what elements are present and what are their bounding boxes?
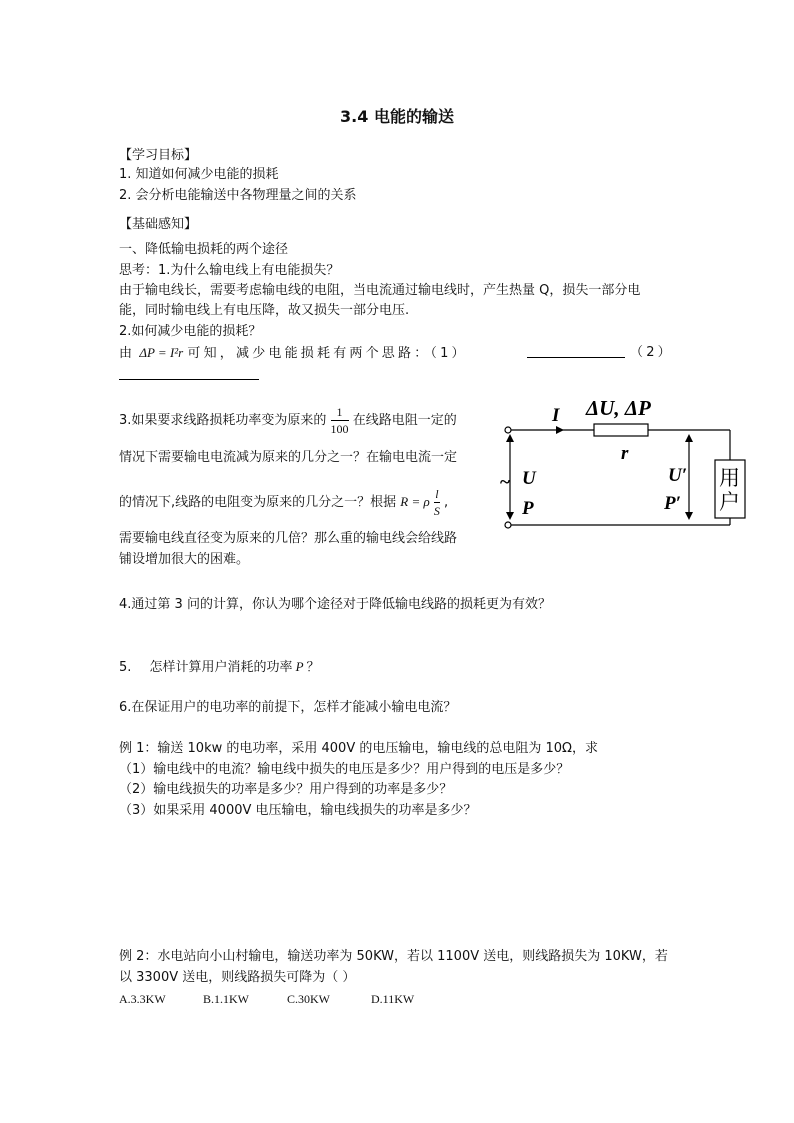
resistance-formula: R = ρ: [400, 494, 430, 509]
answer-1-line: 能，同时输电线上有电压降，故又损失一部分电压.: [119, 303, 410, 318]
q3-text: 的情况下,线路的电阻变为原来的几分之一？根据: [119, 495, 397, 510]
question-5-number: 5.: [119, 660, 132, 675]
answer-blank-1[interactable]: [527, 357, 625, 358]
user-label-bottom: 户: [719, 490, 740, 514]
question-5: [119, 660, 320, 674]
option-a: A.3.3KW: [119, 992, 166, 1006]
goals-header: 【学习目标】: [119, 148, 198, 163]
question-4: 4.通过第 3 问的计算，你认为哪个途径对于降低输电线路的损耗更为有效？: [119, 597, 551, 612]
loss-label: ΔU, ΔP: [586, 396, 651, 420]
q2-suffix: 可知，减少电能损耗有两个思路：（1）: [187, 346, 468, 361]
goal-item: 1. 知道如何减少电能的损耗: [119, 167, 279, 182]
question-3-line: 情况下需要输电电流减为原来的几分之一？在输电电流一定: [119, 450, 458, 465]
answer-1-line: 由于输电线长，需要考虑输电线的电阻，当电流通过输电线时，产生热量 Q，损失一部分电: [119, 283, 641, 298]
question-6: 6.在保证用户的电功率的前提下，怎样才能减小输电电流？: [119, 700, 457, 715]
user-power-label: P′: [664, 493, 681, 514]
example-1-subquestion: （3）如果采用 4000V 电压输电，输电线损失的功率是多少？: [119, 803, 477, 818]
resistance-label: r: [621, 443, 629, 464]
voltage-arrow-down: [506, 512, 514, 520]
fraction-denominator: S: [433, 504, 440, 518]
basics-header: 【基础感知】: [119, 217, 198, 232]
ac-source-symbol: ~: [500, 472, 510, 493]
current-label: I: [552, 405, 560, 426]
example-2-line: 例 2：水电站向小山村输电，输送功率为 50KW，若以 1100V 送电，则线路损失为 10KW，若: [119, 949, 668, 964]
q2-mark-2: （2）: [630, 345, 674, 360]
page-title: 3.4 电能的输送: [340, 107, 454, 126]
question-3-line: 铺设增加很大的困难。: [119, 552, 250, 567]
q3-text: ,: [444, 495, 449, 510]
user-arrow-up: [685, 434, 693, 442]
question-5-variable: P: [295, 659, 304, 674]
fraction-denominator: 100: [330, 422, 349, 436]
question-3-line: [119, 406, 457, 435]
q3-text: 在线路电阻一定的: [352, 413, 457, 428]
example-1-subquestion: （2）输电线损失的功率是多少？用户得到的功率是多少？: [119, 782, 453, 797]
question-2: 2.如何减少电能的损耗？: [119, 324, 262, 339]
resistor-symbol: [594, 424, 648, 436]
fraction-one-hundredth: [331, 406, 349, 435]
current-arrow: [556, 426, 564, 434]
example-1-subquestion: （1）输电线中的电流？输电线中损失的电压是多少？用户得到的电压是多少？: [119, 762, 570, 777]
fraction-numerator: l: [435, 487, 439, 501]
answer-blank-2[interactable]: [119, 379, 259, 380]
transmission-circuit-diagram: [490, 390, 750, 540]
formula-fraction: [434, 488, 440, 517]
voltage-arrow-up: [506, 434, 514, 442]
source-voltage-label: U: [522, 468, 536, 489]
example-1-intro: 例 1：输送 10kw 的电功率，采用 400V 的电压输电，输电线的总电阻为 10Ω，求: [119, 741, 598, 756]
terminal-bottom: [505, 522, 511, 528]
question-3-line: [119, 488, 448, 517]
user-label-top: 用: [719, 466, 740, 490]
question-2-line: [119, 346, 468, 360]
example-2-line: 以 3300V 送电，则线路损失可降为（ ）: [119, 970, 356, 985]
q2-prefix: 由: [119, 346, 136, 361]
user-voltage-label: U′: [668, 465, 688, 486]
source-power-label: P: [522, 498, 534, 519]
section-heading: 一、降低输电损耗的两个途径: [119, 242, 289, 257]
terminal-top: [505, 427, 511, 433]
q3-text: 3.如果要求线路损耗功率变为原来的: [119, 413, 327, 428]
loss-formula: ΔP = I²r: [139, 345, 184, 360]
question-1: 思考：1.为什么输电线上有电能损失？: [119, 263, 340, 278]
option-d: D.11KW: [371, 992, 415, 1006]
question-5-end: ？: [306, 660, 320, 675]
fraction-numerator: 1: [331, 406, 349, 421]
option-c: C.30KW: [287, 992, 330, 1006]
user-arrow-down: [685, 512, 693, 520]
question-5-text: 怎样计算用户消耗的功率: [149, 660, 293, 675]
goal-item: 2. 会分析电能输送中各物理量之间的关系: [119, 188, 357, 203]
question-3-line: 需要输电线直径变为原来的几倍？那么重的输电线会给线路: [119, 531, 458, 546]
option-b: B.1.1KW: [203, 992, 249, 1006]
